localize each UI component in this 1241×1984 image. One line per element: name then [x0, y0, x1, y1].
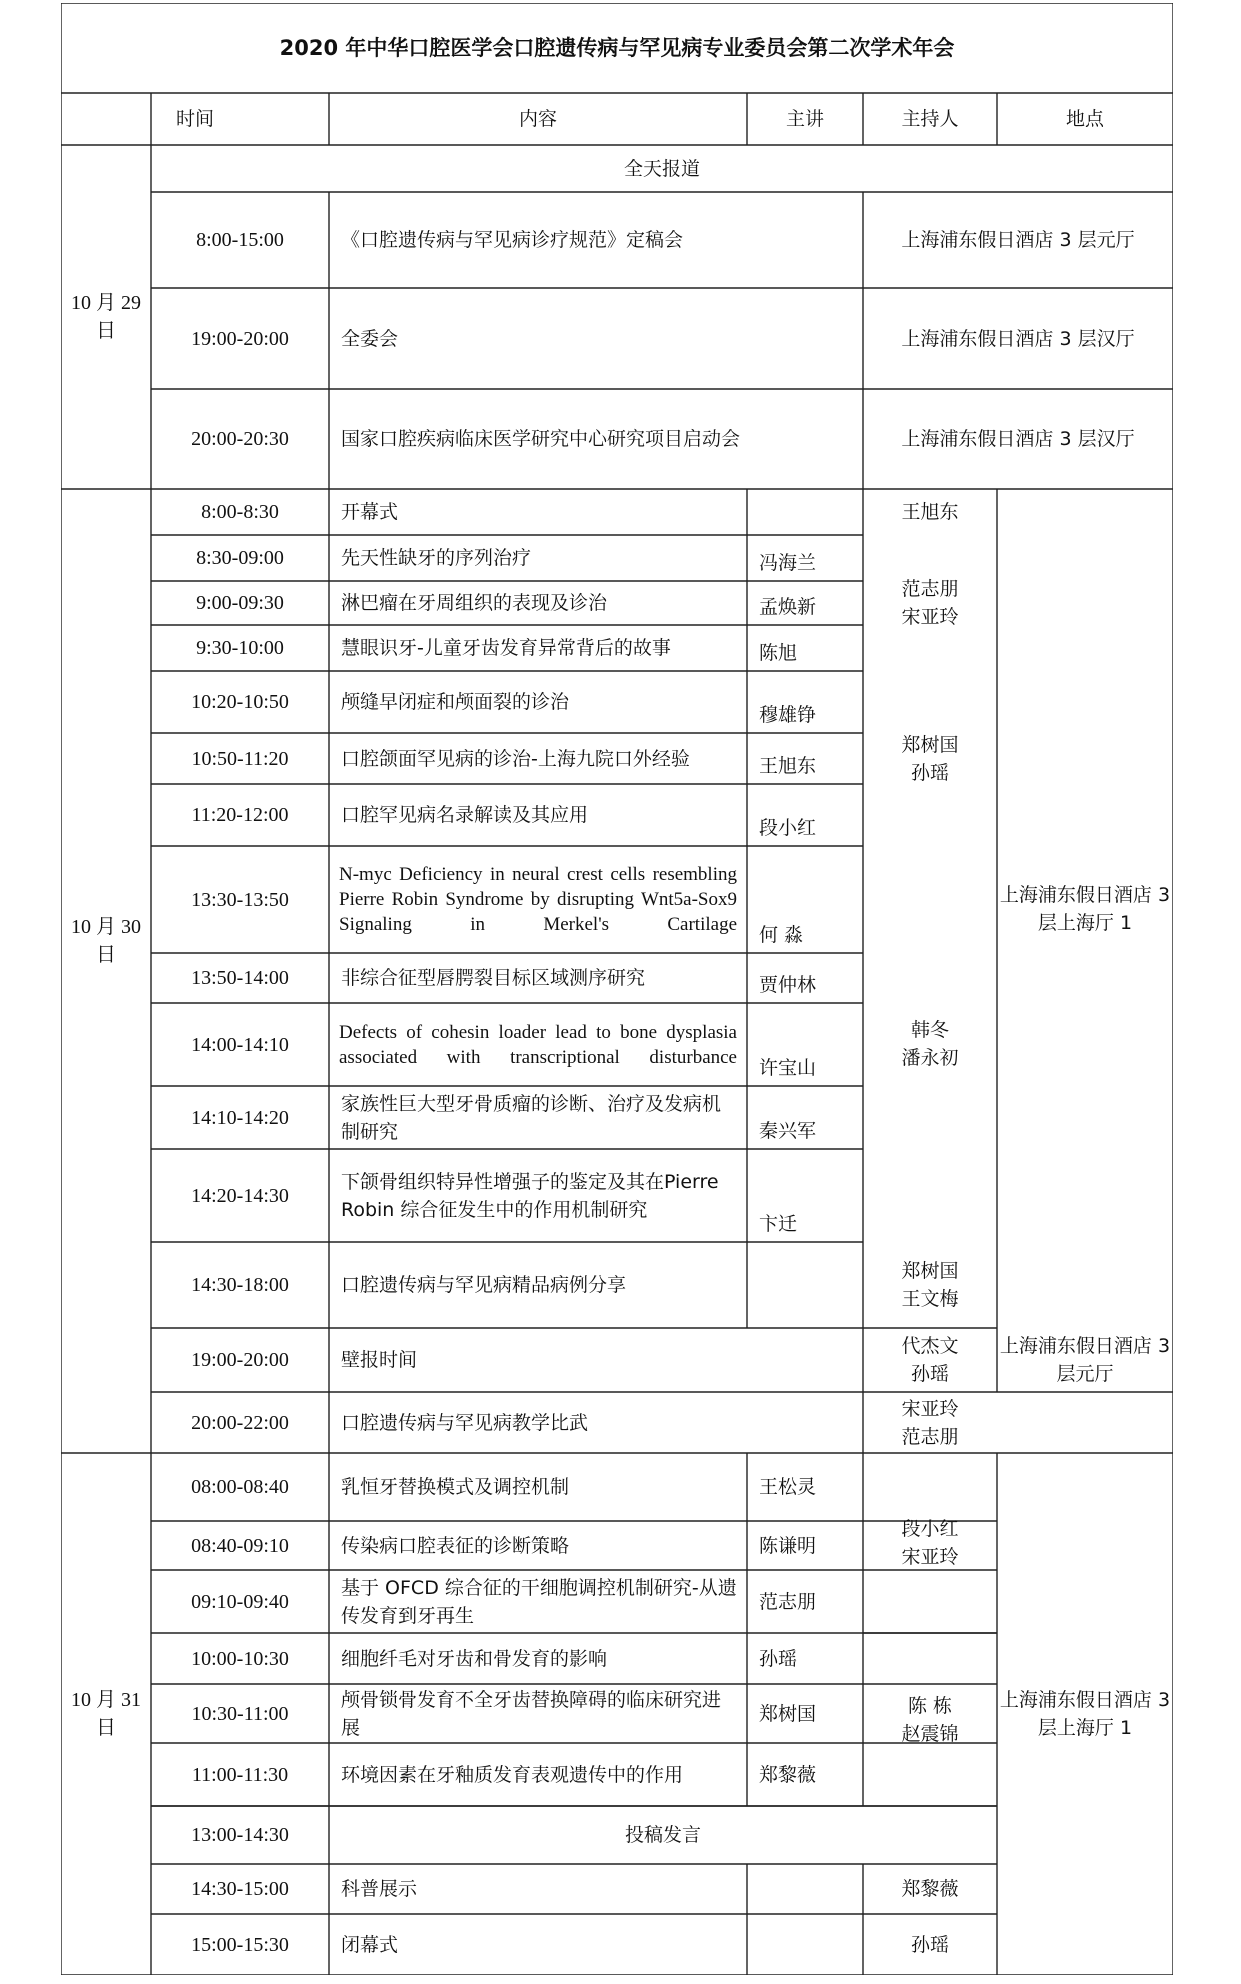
speaker-cell-text: 段小红	[759, 817, 817, 839]
venue-cell	[863, 389, 1173, 489]
content-cell	[329, 625, 747, 671]
content-cell-text: 基于 OFCD 综合征的干细胞调控机制研究-从遗传发育到牙再生	[341, 1576, 737, 1627]
venue-cell	[863, 192, 1173, 288]
time-cell-text: 10:30-11:00	[191, 1702, 289, 1725]
page-title-text: 2020 年中华口腔医学会口腔遗传病与罕见病专业委员会第二次学术年会	[279, 36, 955, 60]
content-cell-text: 开幕式	[341, 501, 399, 523]
time-cell-text: 10:20-10:50	[191, 691, 289, 713]
time-cell-text: 10:00-10:30	[191, 1647, 289, 1670]
date-cell	[61, 1453, 151, 1975]
host-cell	[863, 1453, 997, 1633]
speaker-cell-text: 王旭东	[759, 755, 817, 777]
header-speaker-text: 主讲	[785, 108, 824, 130]
host-cell-text: 郑树国 王文梅	[901, 1260, 959, 1310]
speaker-cell-text: 郑黎薇	[759, 1763, 817, 1786]
host-cell-text: 孙瑶	[910, 1933, 949, 1956]
content-cell	[329, 784, 747, 846]
host-cell	[863, 535, 997, 671]
time-cell-text: 09:10-09:40	[191, 1590, 289, 1613]
host-cell	[863, 1864, 997, 1914]
time-cell	[151, 1086, 329, 1149]
time-cell	[151, 1392, 329, 1453]
time-cell-text: 13:30-13:50	[191, 888, 289, 911]
content-cell	[329, 192, 863, 288]
speaker-cell	[747, 1743, 863, 1806]
time-cell	[151, 1684, 329, 1743]
content-cell	[329, 1684, 747, 1743]
speaker-cell-text: 范志朋	[759, 1590, 817, 1613]
time-cell-text: 13:50-14:00	[191, 967, 289, 989]
content-cell	[329, 1521, 747, 1570]
allday-cell-text: 全天报道	[623, 157, 700, 180]
venue-cell	[997, 1453, 1173, 1975]
content-cell-text: 口腔罕见病名录解读及其应用	[341, 804, 589, 826]
host-cell-text: 段小红 宋亚玲	[901, 1518, 959, 1568]
content-cell	[329, 535, 747, 581]
time-cell	[151, 1633, 329, 1684]
header-host-text: 主持人	[901, 108, 959, 130]
header-venue-text: 地点	[1065, 108, 1104, 130]
content-cell-text: 口腔颌面罕见病的诊治-上海九院口外经验	[341, 747, 690, 770]
speaker-cell	[747, 1453, 863, 1521]
header-venue	[997, 93, 1173, 145]
time-cell	[151, 192, 329, 288]
content-cell-text: 慧眼识牙-儿童牙齿发育异常背后的故事	[341, 637, 671, 659]
time-cell-text: 14:30-15:00	[191, 1878, 289, 1900]
speaker-cell	[747, 1570, 863, 1633]
content-cell-text: 口腔遗传病与罕见病教学比武	[341, 1411, 589, 1434]
speaker-cell-text: 许宝山	[759, 1057, 817, 1079]
date-cell-text: 10 月 29 日	[71, 292, 141, 342]
header-time-text: 时间	[175, 108, 214, 130]
host-cell-text: 郑树国 孙瑶	[901, 733, 959, 784]
speaker-cell	[747, 581, 863, 625]
speaker-cell	[747, 953, 863, 1003]
content-cell	[329, 1242, 747, 1328]
venue-cell-text: 上海浦东假日酒店 3 层上海厅 1	[999, 883, 1171, 934]
host-cell-text: 韩冬 潘永初	[901, 1019, 959, 1069]
speaker-cell-text: 贾仲林	[759, 974, 817, 996]
time-cell	[151, 489, 329, 535]
host-cell	[863, 1242, 997, 1328]
time-cell	[151, 846, 329, 953]
content-cell-text: 细胞纤毛对牙齿和骨发育的影响	[341, 1647, 608, 1670]
time-cell-text: 9:30-10:00	[196, 637, 284, 659]
time-cell	[151, 1328, 329, 1392]
host-cell	[863, 1914, 997, 1975]
speaker-cell-text: 陈谦明	[759, 1534, 817, 1557]
time-cell-text: 8:00-15:00	[196, 229, 284, 251]
content-cell-text: N-myc Deficiency in neural crest cells resembling Pierre Robin Syndrome by disrupting Wnt5a-Sox9 Signaling in Merkel's Cartilage	[339, 864, 737, 935]
host-cell-text: 宋亚玲 范志朋	[901, 1397, 959, 1448]
speaker-cell-text: 孙瑶	[759, 1647, 798, 1670]
content-cell	[329, 733, 747, 784]
time-cell	[151, 733, 329, 784]
time-cell	[151, 288, 329, 389]
time-cell	[151, 581, 329, 625]
speaker-cell	[747, 1914, 863, 1975]
time-cell	[151, 1453, 329, 1521]
content-cell-text: Defects of cohesin loader lead to bone dysplasia associated with transcriptional disturbance	[339, 1021, 737, 1068]
speaker-cell	[747, 1149, 863, 1242]
time-cell-text: 13:00-14:30	[191, 1824, 289, 1846]
time-cell	[151, 1242, 329, 1328]
time-cell	[151, 1149, 329, 1242]
speaker-cell-text: 孟焕新	[759, 596, 817, 618]
speaker-cell-text: 冯海兰	[759, 552, 817, 574]
content-cell	[329, 489, 747, 535]
content-cell	[329, 1864, 747, 1914]
content-cell	[329, 1806, 997, 1864]
time-cell-text: 8:00-8:30	[201, 501, 279, 523]
time-cell-text: 14:00-14:10	[191, 1033, 289, 1056]
content-cell	[329, 1328, 747, 1392]
time-cell-text: 14:30-18:00	[191, 1274, 289, 1296]
speaker-cell-text: 何 淼	[759, 924, 804, 946]
host-cell	[863, 489, 997, 535]
venue-cell-text: 上海浦东假日酒店 3 层汉厅	[901, 428, 1135, 450]
venue-cell-text: 上海浦东假日酒店 3 层元厅	[901, 229, 1135, 251]
venue-cell	[997, 489, 1173, 1328]
time-cell	[151, 625, 329, 671]
content-cell-text: 壁报时间	[341, 1349, 418, 1371]
time-cell-text: 11:00-11:30	[191, 1763, 289, 1786]
time-cell	[151, 389, 329, 489]
time-cell-text: 9:00-09:30	[196, 592, 284, 614]
host-cell	[863, 1328, 997, 1392]
time-cell	[151, 1806, 329, 1864]
content-cell-text: 投稿发言	[624, 1824, 701, 1846]
speaker-cell	[747, 1242, 863, 1328]
time-cell-text: 19:00-20:00	[191, 327, 289, 350]
date-cell-text: 10 月 30 日	[71, 915, 141, 966]
speaker-cell	[747, 1684, 863, 1743]
header-time	[61, 93, 329, 145]
host-cell	[863, 846, 997, 1242]
speaker-cell-text: 王松灵	[759, 1476, 817, 1498]
host-cell-text: 王旭东	[901, 501, 959, 523]
content-cell	[329, 1003, 747, 1086]
content-cell-text: 先天性缺牙的序列治疗	[341, 547, 532, 569]
time-cell	[151, 1743, 329, 1806]
time-cell-text: 20:00-20:30	[191, 428, 289, 450]
speaker-cell	[747, 1864, 863, 1914]
speaker-cell-text: 秦兴军	[759, 1120, 817, 1142]
content-cell-text: 国家口腔疾病临床医学研究中心研究项目启动会	[341, 428, 741, 450]
speaker-cell	[747, 535, 863, 581]
content-cell-text: 颅缝早闭症和颅面裂的诊治	[341, 691, 570, 713]
time-cell-text: 15:00-15:30	[191, 1933, 289, 1956]
header-host	[863, 93, 997, 145]
time-cell-text: 11:20-12:00	[191, 804, 289, 826]
time-cell	[151, 1914, 329, 1975]
time-cell-text: 14:20-14:30	[191, 1184, 289, 1207]
speaker-cell	[747, 671, 863, 733]
content-cell-text: 非综合征型唇腭裂目标区域测序研究	[341, 967, 646, 989]
content-cell	[329, 846, 747, 953]
host-cell-text: 郑黎薇	[901, 1878, 959, 1900]
speaker-cell	[747, 784, 863, 846]
speaker-cell	[747, 1086, 863, 1149]
header-content-text: 内容	[518, 108, 557, 130]
speaker-cell-text: 穆雄铮	[759, 704, 817, 726]
time-cell-text: 20:00-22:00	[191, 1411, 289, 1434]
time-cell-text: 19:00-20:00	[191, 1349, 289, 1371]
content-cell-text: 家族性巨大型牙骨质瘤的诊断、治疗及发病机制研究	[341, 1092, 722, 1143]
speaker-cell	[747, 1003, 863, 1086]
content-cell	[329, 1392, 747, 1453]
content-cell	[329, 389, 863, 489]
time-cell	[151, 671, 329, 733]
time-cell	[151, 1521, 329, 1570]
header-speaker	[747, 93, 863, 145]
time-cell	[151, 535, 329, 581]
speaker-cell	[747, 489, 863, 535]
host-cell-text: 代杰文 孙瑶	[901, 1335, 959, 1385]
header-content	[329, 93, 747, 145]
venue-cell-text: 上海浦东假日酒店 3 层上海厅 1	[999, 1689, 1171, 1739]
host-cell	[863, 671, 997, 846]
speaker-cell	[747, 846, 863, 953]
allday-cell	[151, 145, 1173, 192]
time-cell	[151, 1570, 329, 1633]
content-cell-text: 环境因素在牙釉质发育表观遗传中的作用	[341, 1763, 684, 1786]
host-cell-text: 范志朋 宋亚玲	[901, 578, 959, 628]
speaker-cell-text: 陈旭	[759, 642, 798, 664]
page-title	[61, 3, 1173, 93]
schedule-table	[61, 3, 1173, 1975]
time-cell-text: 08:00-08:40	[191, 1476, 289, 1498]
date-cell	[61, 145, 151, 489]
host-cell	[863, 1392, 997, 1453]
speaker-cell-text: 郑树国	[759, 1702, 817, 1725]
content-cell-text: 科普展示	[341, 1878, 418, 1900]
venue-cell-text: 上海浦东假日酒店 3 层汉厅	[901, 327, 1135, 350]
content-cell	[329, 1633, 747, 1684]
time-cell	[151, 784, 329, 846]
content-cell	[329, 1914, 747, 1975]
content-cell-text: 闭幕式	[341, 1933, 399, 1956]
speaker-cell-text: 卞迁	[759, 1213, 798, 1235]
content-cell-text: 《口腔遗传病与罕见病诊疗规范》定稿会	[341, 229, 684, 251]
content-cell	[329, 1743, 747, 1806]
time-cell-text: 10:50-11:20	[191, 747, 289, 770]
content-cell-text: 淋巴瘤在牙周组织的表现及诊治	[341, 592, 608, 614]
content-cell	[329, 581, 747, 625]
time-cell	[151, 1864, 329, 1914]
content-cell	[329, 1570, 747, 1633]
speaker-cell	[747, 625, 863, 671]
content-cell	[329, 288, 863, 389]
host-cell-text: 陈 栋 赵震锦	[901, 1694, 959, 1745]
content-cell	[329, 1086, 747, 1149]
content-cell	[329, 1453, 747, 1521]
venue-cell-text: 上海浦东假日酒店 3 层元厅	[999, 1335, 1171, 1385]
speaker-cell	[747, 1633, 863, 1684]
venue-cell	[863, 288, 1173, 389]
content-cell-text: 下颌骨组织特异性增强子的鉴定及其在Pierre Robin 综合征发生中的作用机制研究	[341, 1170, 719, 1221]
time-cell-text: 08:40-09:10	[191, 1534, 289, 1557]
time-cell	[151, 1003, 329, 1086]
content-cell-text: 全委会	[341, 327, 399, 350]
venue-cell	[997, 1328, 1173, 1392]
content-cell	[329, 953, 747, 1003]
time-cell-text: 14:10-14:20	[191, 1106, 289, 1129]
content-cell	[329, 1149, 747, 1242]
content-cell-text: 口腔遗传病与罕见病精品病例分享	[341, 1274, 627, 1296]
host-cell	[863, 1633, 997, 1806]
content-cell-text: 颅骨锁骨发育不全牙齿替换障碍的临床研究进展	[341, 1688, 722, 1739]
time-cell	[151, 953, 329, 1003]
date-cell-text: 10 月 31 日	[71, 1689, 141, 1739]
speaker-cell	[747, 733, 863, 784]
content-cell	[329, 671, 747, 733]
content-cell-text: 传染病口腔表征的诊断策略	[341, 1534, 570, 1557]
speaker-cell	[747, 1521, 863, 1570]
date-cell	[61, 489, 151, 1392]
content-cell-text: 乳恒牙替换模式及调控机制	[341, 1476, 570, 1498]
time-cell-text: 8:30-09:00	[196, 547, 284, 569]
